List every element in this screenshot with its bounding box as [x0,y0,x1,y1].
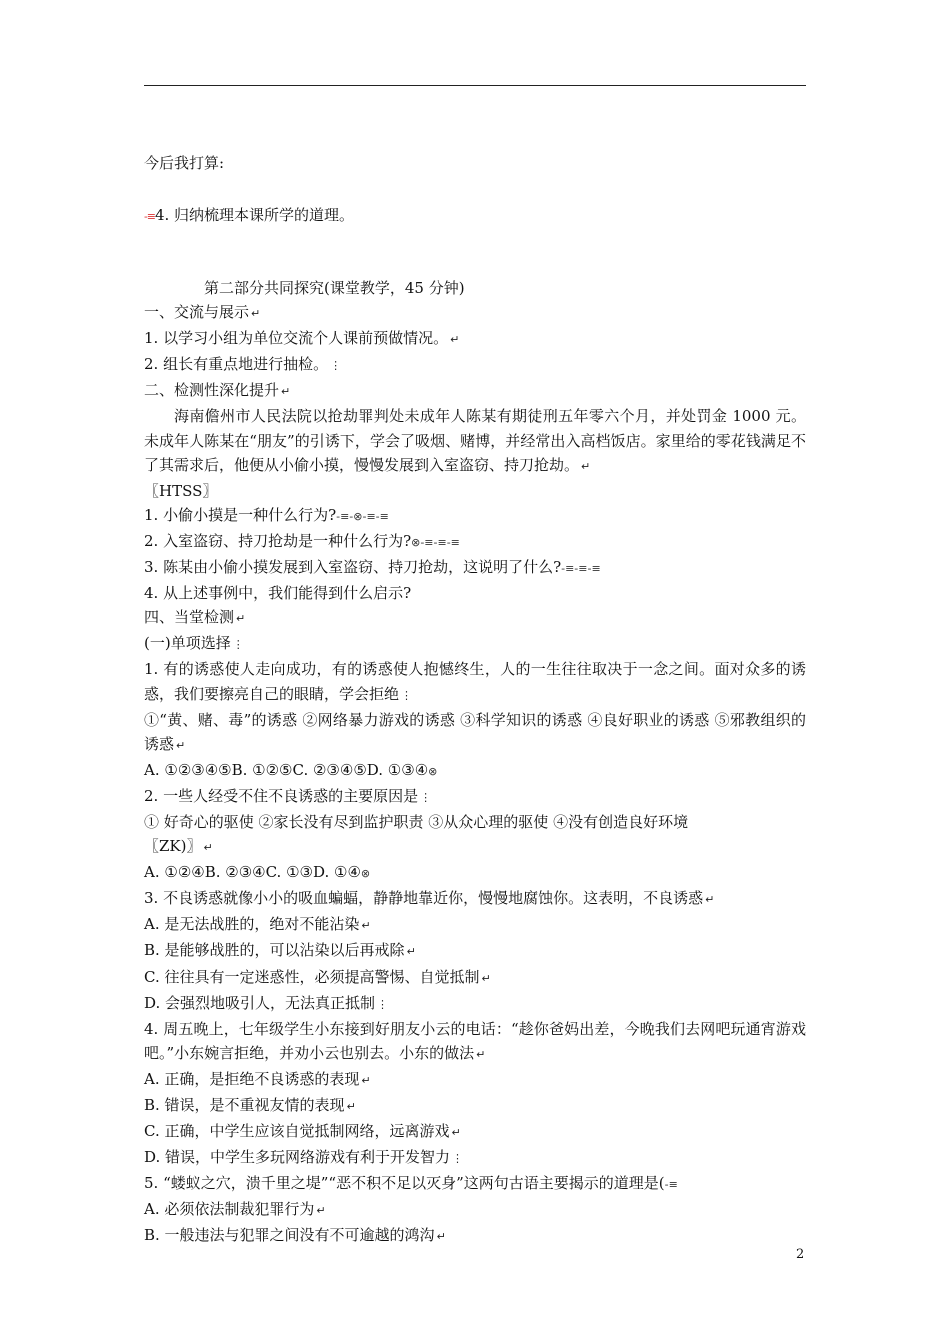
q5-stem: 5. “蝼蚁之穴，溃千里之堤”“恶不积不足以灭身”这两句古语主要揭示的道理是(-≡ [144,1174,678,1193]
section1-item: 2. 组长有重点地进行抽检。 ⋮ [144,355,342,374]
format-mark-icon: -≡ [664,1178,678,1192]
colon-mark-icon: ⋮ [377,997,389,1011]
return-icon: ↵ [705,893,715,907]
q4-choice: C. 正确，中学生应该自觉抵制网络，远离游戏 ↵ [144,1122,461,1141]
q4-choice: B. 错误，是不重视友情的表现 ↵ [144,1096,356,1114]
colon-mark-icon: ⋮ [401,688,413,702]
task-4 [144,204,354,225]
q3-choice: C. 往往具有一定迷惑性，必须提高警惕、自觉抵制 ↵ [144,967,491,986]
return-icon: ↵ [481,971,491,985]
q1-options: ①“黄、赌、毒”的诱惑 ②网络暴力游戏的诱惑 ③科学知识的诱惑 ④良好职业的诱惑 ⑤邪教组织的诱惑 ↵ [144,710,806,753]
single-choice-heading: (一)单项选择 ⋮ [144,634,244,653]
section4-heading: 四、当堂检测 ↵ [144,608,246,627]
section1-item: 1. 以学习小组为单位交流个人课前预做情况。 ↵ [144,329,460,348]
format-mark-icon: ⊗-≡-≡-≡ [411,535,460,549]
return-icon: ↵ [436,1230,446,1244]
q4-choice: A. 正确，是拒绝不良诱惑的表现 ↵ [144,1069,371,1088]
case-paragraph: 海南儋州市人民法院以抢劫罪判处未成年人陈某有期徒刑五年零六个月，并处罚金 1000 元。未成年人陈某在“朋友”的引诱下，学会了吸烟、赌博，并经常出入高档饭店。家里给的零花钱满足不了其需求后，他便从小偷小摸，慢慢发展到入室盗窃、持刀抢劫。 ↵ [144,407,806,474]
q5-choice: A. 必须依法制裁犯罪行为 ↵ [144,1200,326,1219]
page-number: 2 [796,1247,805,1262]
format-mark-icon: -≡-≡-≡ [561,562,601,576]
colon-mark-icon: ⋮ [232,638,244,652]
return-icon: ↵ [251,307,261,321]
q3-choice: B. 是能够战胜的，可以沾染以后再戒除 ↵ [144,941,416,960]
q2-options: ① 好奇心的驱使 ②家长没有尽到监护职责 ③从众心理的驱使 ④没有创造良好环境 [144,812,689,831]
return-icon: ↵ [281,385,291,399]
case-question: 3. 陈某由小偷小摸发展到入室盗窃、持刀抢劫，这说明了什么?-≡-≡-≡ [144,558,601,577]
q4-stem: 4. 周五晚上，七年级学生小东接到好朋友小云的电话：“趁你爸妈出差，今晚我们去网吧玩通宵游戏吧。”小东婉言拒绝，并劝小云也别去。小东的做法 ↵ [144,1019,806,1062]
section2-heading: 二、检测性深化提升 ↵ [144,381,291,400]
q2-zk-tag: 〖ZK)〗 ↵ [144,837,213,856]
return-icon: ↵ [476,1047,486,1061]
bell-icon: ⊗ [428,764,438,778]
return-icon: ↵ [451,1126,461,1140]
return-icon: ↵ [236,612,246,626]
case-question: 2. 入室盗窃、持刀抢劫是一种什么行为?⊗-≡-≡-≡ [144,531,460,550]
return-icon: ↵ [176,738,186,752]
return-icon: ↵ [316,1204,326,1218]
q3-choice: D. 会强烈地吸引人，无法真正抵制 ⋮ [144,993,389,1012]
case-question: 1. 小偷小摸是一种什么行为?-≡-⊗-≡-≡ [144,505,389,524]
q4-choice: D. 错误，中学生多玩网络游戏有利于开发智力 ⋮ [144,1148,464,1167]
q5-choice: B. 一般违法与犯罪之间没有不可逾越的鸿沟 ↵ [144,1226,446,1245]
q2-choices: A. ①②④B. ②③④C. ①③D. ①④⊗ [144,863,371,882]
return-icon: ↵ [450,333,460,347]
task-4-text: 4. 归纳梳理本课所学的道理。 [154,206,355,224]
section1-heading: 一、交流与展示 ↵ [144,303,261,322]
return-icon: ↵ [346,1100,356,1113]
colon-mark-icon: ⋮ [420,790,432,804]
return-icon: ↵ [406,945,416,959]
colon-mark-icon: ⋮ [330,359,342,373]
plan-text: 今后我打算: [144,154,225,172]
case-question: 4. 从上述事例中，我们能得到什么启示? [144,584,412,603]
return-icon: ↵ [361,1073,371,1087]
format-mark-icon: -≡-⊗-≡-≡ [336,509,389,523]
q1-stem: 1. 有的诱惑使人走向成功，有的诱惑使人抱憾终生，人的一生往往取决于一念之间。面对众多的诱惑，我们要擦亮自己的眼睛，学会拒绝 ⋮ [144,660,806,703]
q3-stem: 3. 不良诱惑就像小小的吸血蝙蝠，静静地靠近你，慢慢地腐蚀你。这表明，不良诱惑 ↵ [144,889,715,908]
htss-tag: 〖HTSS〗 [144,481,218,500]
bell-icon: ⊗ [360,867,371,881]
return-icon: ↵ [581,459,591,473]
q3-choice: A. 是无法战胜的，绝对不能沾染 ↵ [144,915,371,934]
part2-title: 第二部分共同探究(课堂教学，45 分钟) [204,279,465,297]
part2-content [144,276,806,1250]
q1-choices: A. ①②③④⑤B. ①②⑤C. ②③④⑤D. ①③④⊗ [144,760,438,779]
header-rule [144,85,806,86]
return-icon: ↵ [203,841,213,855]
return-icon: ↵ [361,919,371,933]
colon-mark-icon: ⋮ [452,1152,464,1166]
edit-mark: -≡ [144,210,155,223]
q2-stem: 2. 一些人经受不住不良诱惑的主要原因是 ⋮ [144,786,432,805]
